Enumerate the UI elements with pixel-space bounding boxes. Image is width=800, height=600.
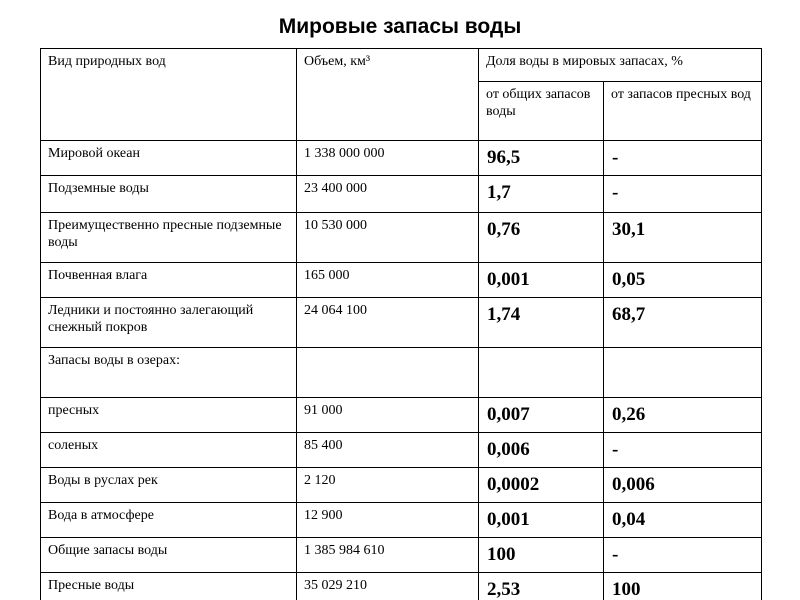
cell-volume-text: 24 064 100 — [304, 303, 367, 318]
cell-share-fresh — [604, 468, 762, 503]
cell-type-text: Общие запасы воды — [48, 543, 168, 558]
table-row — [41, 213, 762, 263]
cell-type — [41, 141, 297, 176]
cell-share-total — [479, 503, 604, 538]
header-cell-share — [479, 49, 762, 82]
cell-volume — [297, 468, 479, 503]
table-row — [41, 398, 762, 433]
cell-share-total — [479, 263, 604, 298]
cell-share-total-text: 96,5 — [487, 147, 521, 168]
cell-share-total-text: 0,0002 — [487, 474, 540, 495]
cell-share-fresh — [604, 298, 762, 348]
cell-volume — [297, 298, 479, 348]
table-row — [41, 298, 762, 348]
water-reserves-table — [40, 48, 762, 600]
table-row — [41, 468, 762, 503]
cell-volume — [297, 573, 479, 600]
table-row — [41, 348, 762, 398]
cell-type-text: соленых — [48, 438, 99, 453]
cell-share-total-text: 0,76 — [487, 219, 521, 240]
cell-share-total-text: 0,006 — [487, 439, 530, 460]
table-row — [41, 573, 762, 600]
cell-type — [41, 573, 297, 600]
cell-volume — [297, 348, 479, 398]
table-row — [41, 538, 762, 573]
cell-share-total-text: 0,001 — [487, 509, 530, 530]
cell-type-text: Ледники и постоянно залегающий снежный покров — [48, 303, 254, 335]
cell-volume-text: 165 000 — [304, 268, 350, 283]
cell-share-fresh-text: 0,04 — [612, 509, 646, 530]
table-row — [41, 503, 762, 538]
header-cell-volume — [297, 49, 479, 141]
cell-type — [41, 213, 297, 263]
cell-type-text: Вода в атмосфере — [48, 508, 154, 523]
table-row — [41, 141, 762, 176]
cell-share-total-text: 100 — [487, 544, 516, 565]
cell-type — [41, 538, 297, 573]
cell-volume — [297, 141, 479, 176]
cell-share-fresh — [604, 141, 762, 176]
cell-share-total — [479, 348, 604, 398]
cell-share-fresh-text: 30,1 — [612, 219, 646, 240]
table-row — [41, 263, 762, 298]
cell-share-total — [479, 176, 604, 213]
cell-share-total — [479, 573, 604, 600]
header-row-1 — [41, 49, 762, 82]
cell-share-fresh-text: - — [612, 439, 619, 460]
cell-share-fresh — [604, 538, 762, 573]
cell-volume — [297, 503, 479, 538]
header-type-label: Вид природных вод — [48, 54, 166, 69]
header-cell-type — [41, 49, 297, 141]
cell-volume-text: 12 900 — [304, 508, 343, 523]
cell-share-fresh-text: 0,05 — [612, 269, 646, 290]
cell-type-text: Пресные воды — [48, 578, 135, 593]
header-share-label: Доля воды в мировых запасах, % — [486, 54, 683, 69]
cell-share-total — [479, 298, 604, 348]
cell-share-fresh — [604, 263, 762, 298]
cell-type — [41, 298, 297, 348]
cell-share-total — [479, 398, 604, 433]
cell-share-total-text: 1,74 — [487, 304, 521, 325]
cell-share-fresh-text: - — [612, 544, 619, 565]
cell-share-fresh-text: - — [612, 147, 619, 168]
cell-share-fresh — [604, 433, 762, 468]
cell-volume-text — [297, 348, 478, 352]
cell-share-fresh — [604, 503, 762, 538]
cell-share-fresh — [604, 348, 762, 398]
cell-type-text: Воды в руслах рек — [48, 473, 158, 488]
cell-volume-text: 10 530 000 — [304, 218, 367, 233]
cell-type-text: Почвенная влага — [48, 268, 148, 283]
cell-share-total — [479, 538, 604, 573]
cell-type — [41, 468, 297, 503]
cell-share-fresh-text: 0,26 — [612, 404, 646, 425]
cell-share-total — [479, 468, 604, 503]
cell-volume-text: 1 338 000 000 — [304, 146, 385, 161]
header-volume-label: Объем, км³ — [304, 54, 371, 69]
cell-volume — [297, 398, 479, 433]
cell-share-total-text: 2,53 — [487, 579, 521, 600]
cell-type — [41, 398, 297, 433]
table-row — [41, 176, 762, 213]
cell-volume-text: 23 400 000 — [304, 181, 367, 196]
cell-volume — [297, 263, 479, 298]
cell-volume-text: 85 400 — [304, 438, 343, 453]
cell-share-fresh-text: - — [612, 182, 619, 203]
cell-share-total-text — [479, 348, 603, 354]
table-row — [41, 433, 762, 468]
cell-share-fresh — [604, 398, 762, 433]
cell-volume-text: 35 029 210 — [304, 578, 367, 593]
cell-type-text: пресных — [48, 403, 100, 418]
slide-title: Мировые запасы воды — [278, 15, 522, 38]
cell-volume-text: 91 000 — [304, 403, 343, 418]
header-share-total-label: от общих запасов воды — [486, 87, 591, 119]
cell-share-fresh-text: 68,7 — [612, 304, 646, 325]
cell-volume — [297, 176, 479, 213]
cell-share-fresh-text: 0,006 — [612, 474, 655, 495]
cell-share-total-text: 1,7 — [487, 182, 511, 203]
cell-share-fresh-text: 100 — [612, 579, 641, 600]
cell-share-fresh — [604, 573, 762, 600]
cell-type — [41, 503, 297, 538]
cell-type — [41, 433, 297, 468]
cell-type-text: Мировой океан — [48, 146, 140, 161]
cell-type-text: Подземные воды — [48, 181, 149, 196]
header-cell-share-total — [479, 82, 604, 141]
cell-share-total — [479, 433, 604, 468]
cell-volume — [297, 433, 479, 468]
cell-share-total — [479, 213, 604, 263]
cell-type — [41, 176, 297, 213]
cell-share-fresh — [604, 213, 762, 263]
cell-share-total-text: 0,007 — [487, 404, 530, 425]
cell-volume-text: 2 120 — [304, 473, 336, 488]
cell-volume — [297, 538, 479, 573]
cell-share-total-text: 0,001 — [487, 269, 530, 290]
cell-volume-text: 1 385 984 610 — [304, 543, 385, 558]
cell-share-fresh-text — [604, 348, 761, 354]
cell-type — [41, 263, 297, 298]
cell-share-fresh — [604, 176, 762, 213]
cell-share-total — [479, 141, 604, 176]
cell-volume — [297, 213, 479, 263]
header-cell-share-fresh — [604, 82, 762, 141]
cell-type — [41, 348, 297, 398]
cell-type-text: Преимущественно пресные подземные воды — [48, 218, 282, 250]
header-share-fresh-label: от запасов пресных вод — [611, 87, 751, 102]
cell-type-text: Запасы воды в озерах: — [48, 353, 180, 368]
